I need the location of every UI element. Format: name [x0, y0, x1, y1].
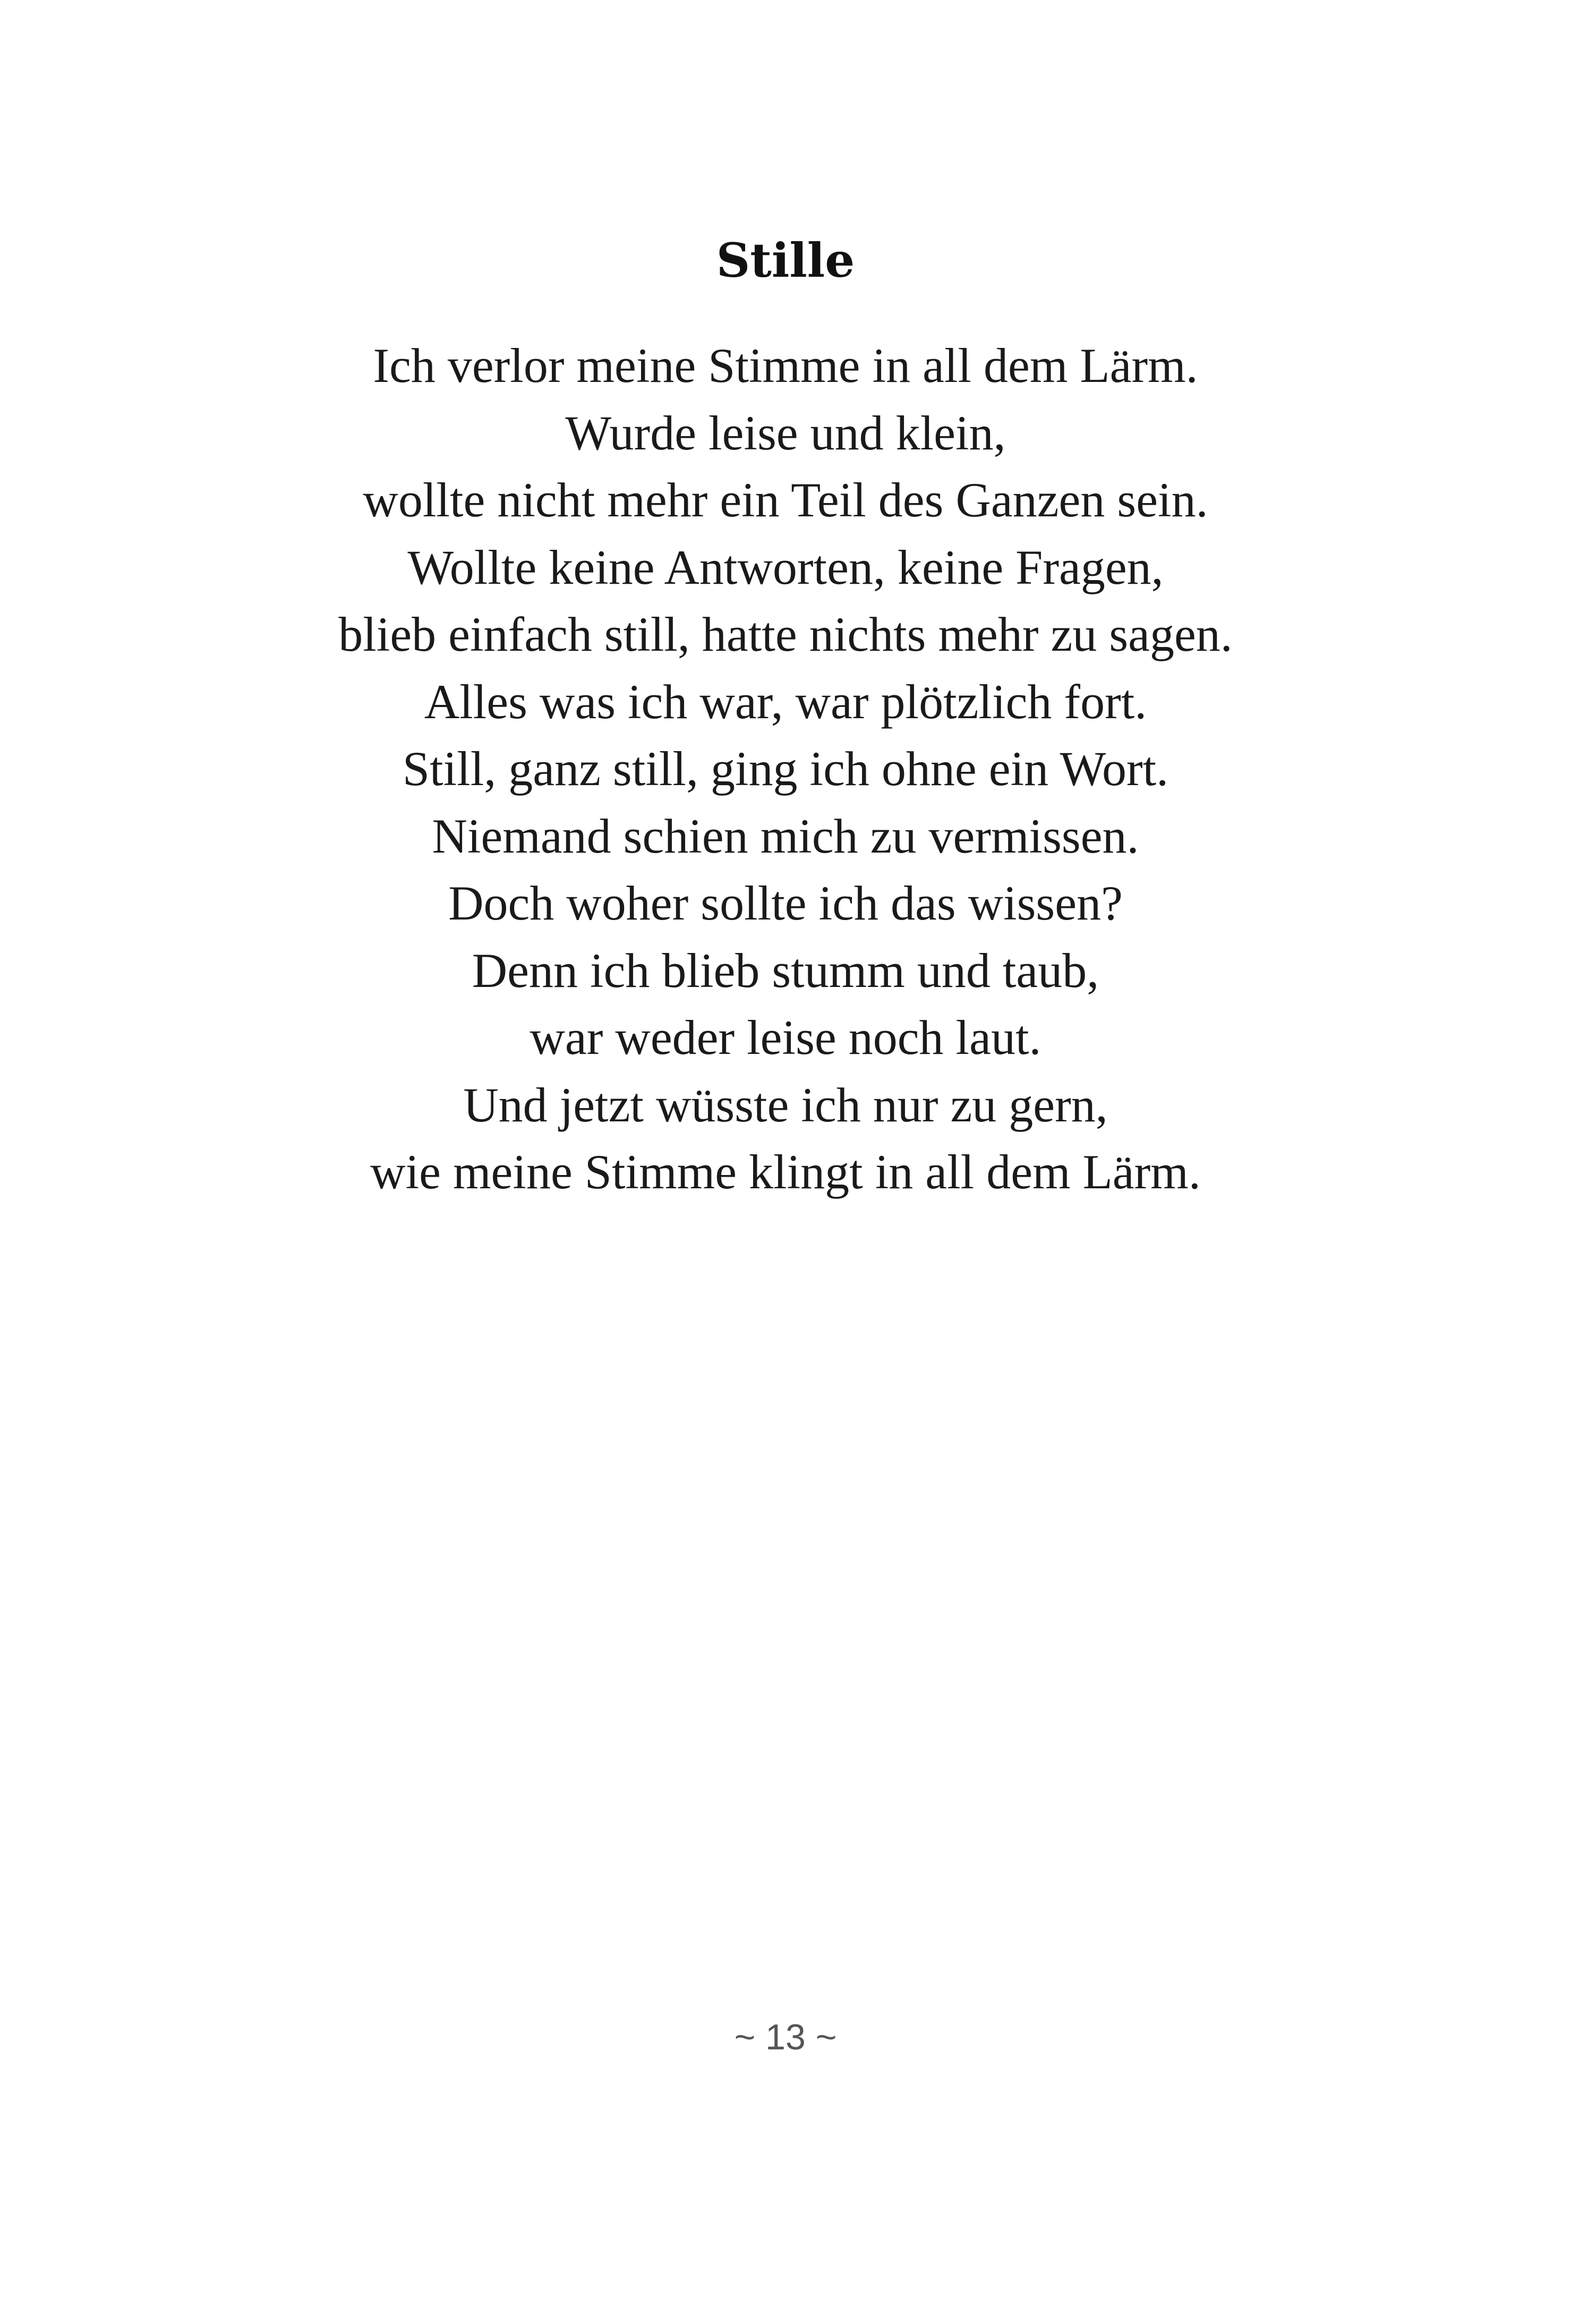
poem-line: blieb einfach still, hatte nichts mehr zu sagen. [338, 607, 1233, 661]
poem-line: Ich verlor meine Stimme in all dem Lärm. [373, 338, 1198, 393]
poem-line: war weder leise noch laut. [530, 1010, 1041, 1065]
poem-line: Wurde leise und klein, [565, 405, 1006, 460]
page-number: ~ 13 ~ [734, 2017, 837, 2057]
poem-line: wie meine Stimme klingt in all dem Lärm. [370, 1145, 1201, 1199]
poem-line: wollte nicht mehr ein Teil des Ganzen sein. [363, 473, 1208, 527]
poem-body [0, 332, 1571, 1206]
poem-line: Denn ich blieb stumm und taub, [472, 943, 1099, 998]
poem-line: Alles was ich war, war plötzlich fort. [424, 674, 1147, 729]
poem-title: Stille [716, 233, 855, 288]
poem-line: Still, ganz still, ging ich ohne ein Wort. [402, 742, 1169, 796]
poem-line: Niemand schien mich zu vermissen. [432, 808, 1139, 863]
poem-line: Doch woher sollte ich das wissen? [448, 876, 1123, 930]
poem-line: Wollte keine Antworten, keine Fragen, [407, 540, 1164, 594]
poem-line: Und jetzt wüsste ich nur zu gern, [463, 1077, 1108, 1132]
